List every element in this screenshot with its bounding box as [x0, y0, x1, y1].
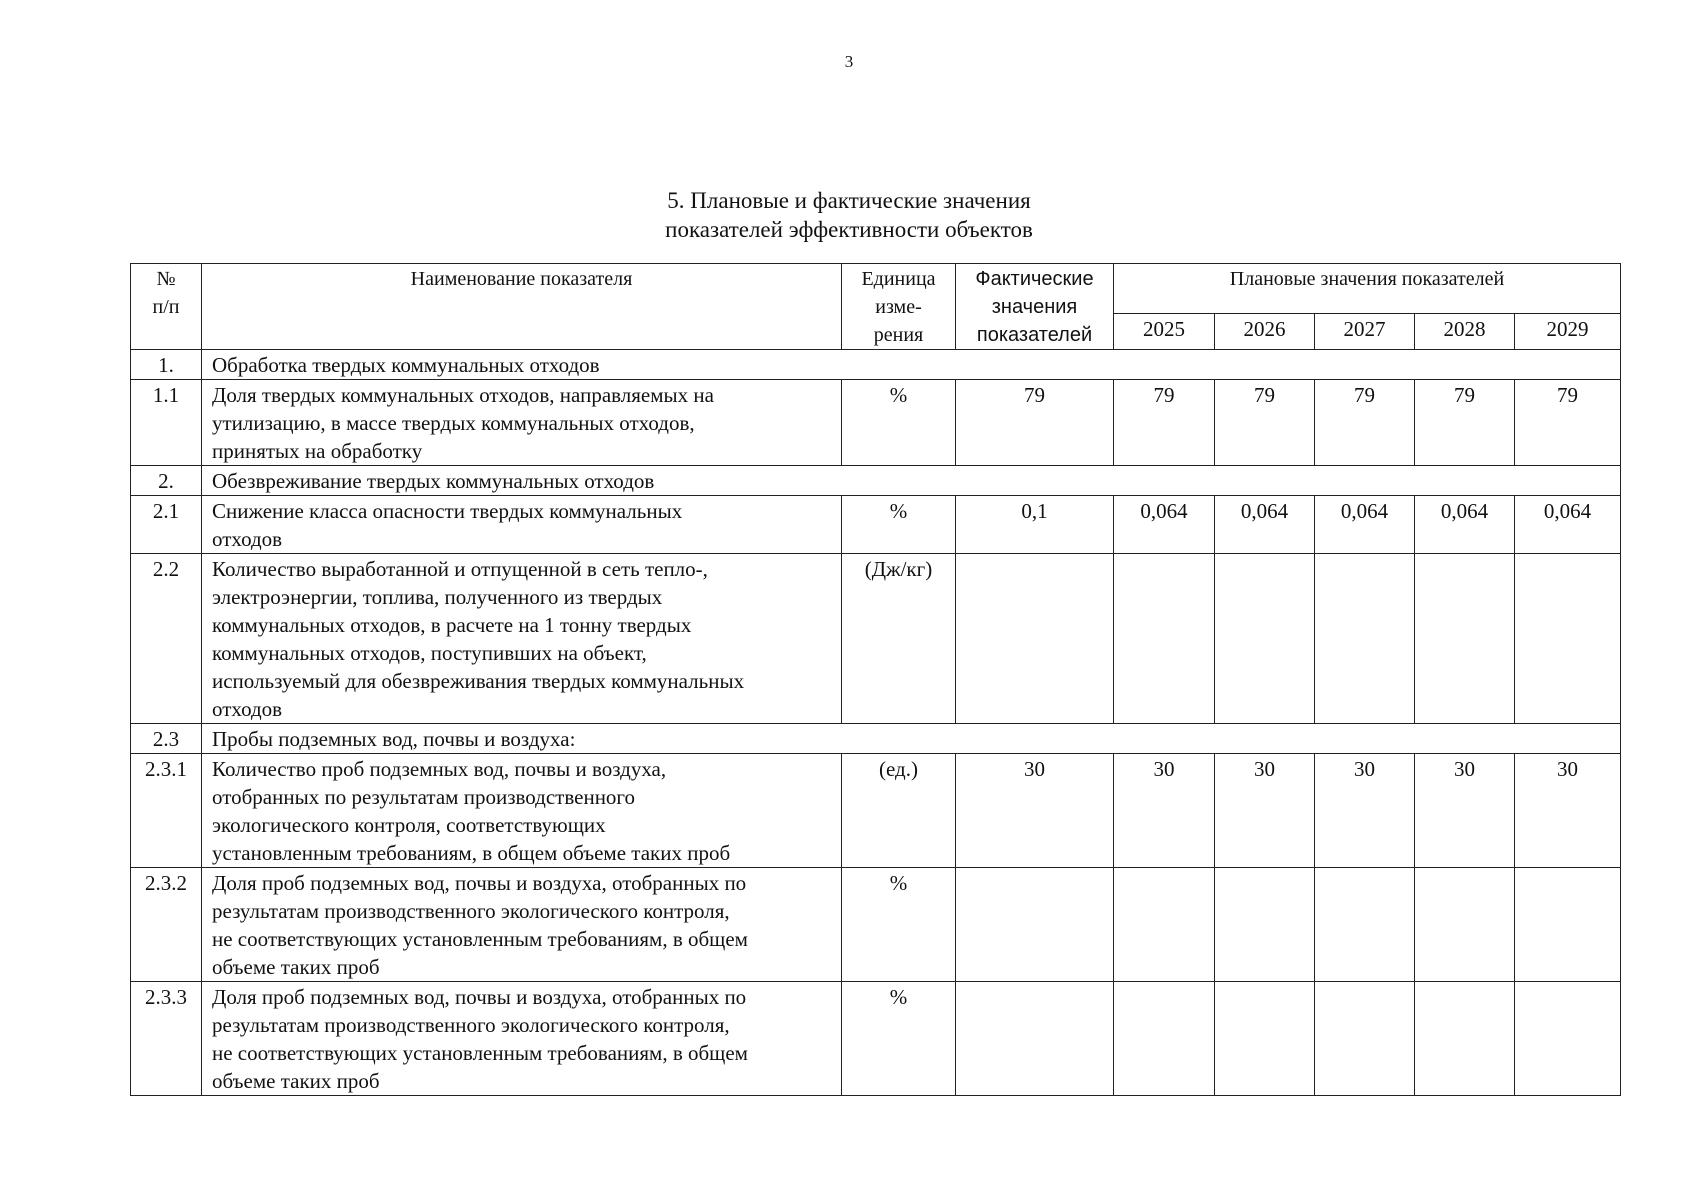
indicator-name-line: Доля твердых коммунальных отходов, направляемых на	[212, 383, 714, 407]
indicator-name-line: не соответствующих установленным требованиям, в общем	[212, 1041, 748, 1065]
indicator-name-line: результатам производственного экологического контроля,	[212, 899, 730, 923]
header-fact	[956, 264, 1114, 350]
header-fact-line: значения	[991, 296, 1078, 318]
section-row	[131, 466, 1621, 496]
title-line-2: показателей эффективности объектов	[665, 217, 1033, 242]
indicator-name-line: коммунальных отходов, поступивших на объект,	[212, 641, 647, 665]
header-fact-line: Фактические	[975, 268, 1094, 290]
indicator-name	[202, 496, 842, 554]
plan-cell	[1215, 554, 1315, 724]
unit-cell: %	[842, 380, 956, 466]
indicator-name-line: утилизацию, в массе твердых коммунальных отходов,	[212, 411, 695, 435]
document-title	[0, 186, 1698, 244]
fact-cell	[956, 982, 1114, 1096]
plan-cell	[1315, 868, 1415, 982]
plan-cell: 30	[1415, 754, 1515, 868]
header-unit-line: рения	[873, 324, 924, 346]
plan-cell: 0,064	[1315, 496, 1415, 554]
indicator-name-line: экологического контроля, соответствующих	[212, 813, 606, 837]
section-title: Пробы подземных вод, почвы и воздуха:	[202, 724, 1621, 754]
indicators-table	[130, 263, 1621, 1096]
header-name: Наименование показателя	[202, 264, 842, 350]
plan-cell: 79	[1415, 380, 1515, 466]
row-number: 2.1	[131, 496, 202, 554]
unit-cell: (Дж/кг)	[842, 554, 956, 724]
indicator-name-line: не соответствующих установленным требованиям, в общем	[212, 927, 748, 951]
indicator-name-line: отобранных по результатам производственного	[212, 785, 636, 809]
plan-cell	[1114, 554, 1215, 724]
header-year: 2027	[1315, 314, 1415, 350]
plan-cell: 0,064	[1114, 496, 1215, 554]
indicator-name-line: Доля проб подземных вод, почвы и воздуха, отобранных по	[212, 985, 747, 1009]
indicator-name-line: Доля проб подземных вод, почвы и воздуха, отобранных по	[212, 871, 747, 895]
indicator-name-line: Снижение класса опасности твердых коммунальных	[212, 499, 683, 523]
row-number: 2.	[131, 466, 202, 496]
plan-cell	[1515, 982, 1621, 1096]
indicator-name	[202, 380, 842, 466]
plan-cell	[1415, 868, 1515, 982]
indicator-name-line: объеме таких проб	[212, 955, 380, 979]
plan-cell: 0,064	[1215, 496, 1315, 554]
plan-cell: 30	[1215, 754, 1315, 868]
indicator-name	[202, 982, 842, 1096]
header-unit-line: изме-	[875, 296, 922, 318]
plan-cell	[1515, 554, 1621, 724]
indicator-name-line: коммунальных отходов, в расчете на 1 тонну твердых	[212, 613, 692, 637]
fact-cell	[956, 554, 1114, 724]
fact-cell: 79	[956, 380, 1114, 466]
header-year: 2029	[1515, 314, 1621, 350]
plan-cell: 0,064	[1515, 496, 1621, 554]
plan-cell: 79	[1315, 380, 1415, 466]
indicator-name-line: электроэнергии, топлива, полученного из твердых	[212, 585, 663, 609]
row-number: 2.3.3	[131, 982, 202, 1096]
indicator-row	[131, 380, 1621, 466]
title-line-1: 5. Плановые и фактические значения	[667, 188, 1031, 213]
plan-cell: 79	[1215, 380, 1315, 466]
plan-cell: 30	[1114, 754, 1215, 868]
section-row	[131, 724, 1621, 754]
row-number: 2.2	[131, 554, 202, 724]
row-number: 1.1	[131, 380, 202, 466]
section-title: Обезвреживание твердых коммунальных отходов	[202, 466, 1621, 496]
unit-cell: %	[842, 496, 956, 554]
header-unit-line: Единица	[861, 268, 936, 290]
indicator-row	[131, 868, 1621, 982]
plan-cell	[1415, 982, 1515, 1096]
plan-cell: 79	[1515, 380, 1621, 466]
plan-cell: 79	[1114, 380, 1215, 466]
indicator-name-line: отходов	[212, 697, 283, 721]
plan-cell	[1114, 982, 1215, 1096]
indicator-name-line: используемый для обезвреживания твердых коммунальных	[212, 669, 745, 693]
header-year: 2028	[1415, 314, 1515, 350]
header-year: 2026	[1215, 314, 1315, 350]
header-num	[131, 264, 202, 350]
table-body	[131, 264, 1621, 1096]
row-number: 2.3	[131, 724, 202, 754]
header-plan: Плановые значения показателей	[1114, 264, 1621, 314]
unit-cell: (ед.)	[842, 754, 956, 868]
plan-cell	[1315, 982, 1415, 1096]
header-year: 2025	[1114, 314, 1215, 350]
plan-cell	[1215, 868, 1315, 982]
indicator-row	[131, 554, 1621, 724]
indicator-name	[202, 754, 842, 868]
header-num-line: №	[156, 268, 176, 290]
indicator-name	[202, 868, 842, 982]
page-number: 3	[844, 52, 854, 71]
indicator-name-line: отходов	[212, 527, 283, 551]
indicator-row	[131, 982, 1621, 1096]
section-row	[131, 350, 1621, 380]
plan-cell	[1515, 868, 1621, 982]
plan-cell: 30	[1315, 754, 1415, 868]
plan-cell	[1415, 554, 1515, 724]
section-title: Обработка твердых коммунальных отходов	[202, 350, 1621, 380]
header-row-1	[131, 264, 1621, 314]
header-fact-line: показателей	[976, 324, 1093, 346]
indicator-name-line: принятых на обработку	[212, 439, 423, 463]
unit-cell: %	[842, 868, 956, 982]
indicator-name-line: результатам производственного экологического контроля,	[212, 1013, 730, 1037]
indicator-name	[202, 554, 842, 724]
plan-cell: 0,064	[1415, 496, 1515, 554]
header-unit	[842, 264, 956, 350]
row-number: 2.3.1	[131, 754, 202, 868]
indicator-row	[131, 754, 1621, 868]
fact-cell: 30	[956, 754, 1114, 868]
indicator-name-line: Количество проб подземных вод, почвы и воздуха,	[212, 757, 667, 781]
plan-cell	[1315, 554, 1415, 724]
row-number: 1.	[131, 350, 202, 380]
fact-cell	[956, 868, 1114, 982]
plan-cell	[1114, 868, 1215, 982]
unit-cell: %	[842, 982, 956, 1096]
indicator-row	[131, 496, 1621, 554]
indicator-name-line: установленным требованиям, в общем объеме таких проб	[212, 841, 731, 865]
indicator-name-line: Количество выработанной и отпущенной в сеть тепло-,	[212, 557, 708, 581]
plan-cell	[1215, 982, 1315, 1096]
row-number: 2.3.2	[131, 868, 202, 982]
plan-cell: 30	[1515, 754, 1621, 868]
indicator-name-line: объеме таких проб	[212, 1069, 380, 1093]
fact-cell: 0,1	[956, 496, 1114, 554]
header-num-line: п/п	[152, 296, 180, 318]
